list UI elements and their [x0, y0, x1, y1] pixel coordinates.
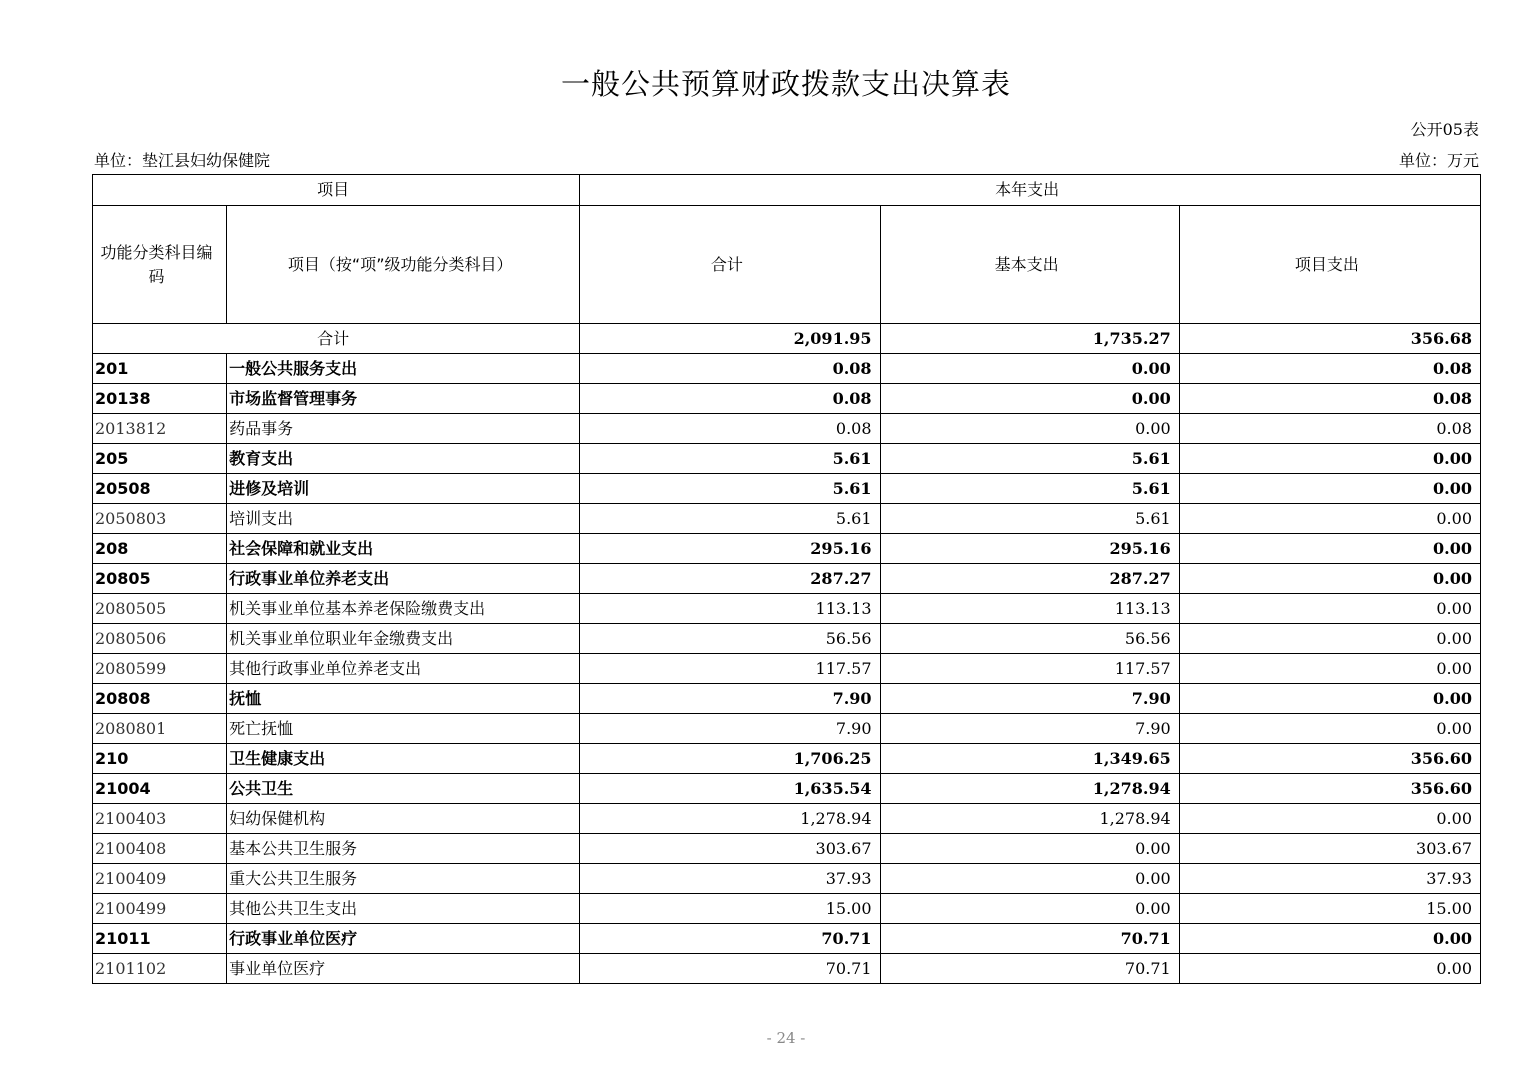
row-name: 事业单位医疗 — [227, 954, 580, 984]
table-row — [93, 654, 1481, 684]
table-row — [93, 594, 1481, 624]
row-total: 5.61 — [580, 444, 880, 474]
header-name: 项目（按“项”级功能分类科目） — [227, 206, 580, 324]
row-total: 5.61 — [580, 474, 880, 504]
row-project: 303.67 — [1179, 834, 1480, 864]
table-row — [93, 714, 1481, 744]
row-basic: 1,278.94 — [880, 804, 1179, 834]
row-total: 7.90 — [580, 714, 880, 744]
row-project: 0.08 — [1179, 354, 1480, 384]
row-project: 0.00 — [1179, 474, 1480, 504]
row-basic: 70.71 — [880, 924, 1179, 954]
organization-unit: 单位：垫江县妇幼保健院 — [94, 151, 271, 170]
total-project: 356.68 — [1179, 324, 1480, 354]
table-row — [93, 894, 1481, 924]
header-row-1 — [93, 175, 1481, 206]
row-code: 2080801 — [93, 714, 227, 744]
row-name: 市场监督管理事务 — [227, 384, 580, 414]
row-project: 0.00 — [1179, 804, 1480, 834]
row-basic: 0.00 — [880, 894, 1179, 924]
table-row — [93, 414, 1481, 444]
row-total: 0.08 — [580, 384, 880, 414]
header-row-2 — [93, 206, 1481, 324]
row-total: 1,635.54 — [580, 774, 880, 804]
row-basic: 113.13 — [880, 594, 1179, 624]
row-code: 20808 — [93, 684, 227, 714]
table-row — [93, 474, 1481, 504]
row-code: 2100408 — [93, 834, 227, 864]
row-basic: 0.00 — [880, 834, 1179, 864]
row-project: 0.00 — [1179, 564, 1480, 594]
row-code: 20138 — [93, 384, 227, 414]
row-name: 进修及培训 — [227, 474, 580, 504]
row-name: 公共卫生 — [227, 774, 580, 804]
row-basic: 7.90 — [880, 714, 1179, 744]
row-project: 0.00 — [1179, 504, 1480, 534]
table-row — [93, 504, 1481, 534]
row-code: 210 — [93, 744, 227, 774]
row-project: 0.00 — [1179, 684, 1480, 714]
table-row — [93, 924, 1481, 954]
header-item: 项目 — [93, 175, 580, 206]
row-total: 37.93 — [580, 864, 880, 894]
row-project: 0.00 — [1179, 924, 1480, 954]
row-name: 其他公共卫生支出 — [227, 894, 580, 924]
row-basic: 117.57 — [880, 654, 1179, 684]
row-code: 2101102 — [93, 954, 227, 984]
row-code: 2080599 — [93, 654, 227, 684]
row-name: 抚恤 — [227, 684, 580, 714]
row-code: 2080505 — [93, 594, 227, 624]
row-code: 20805 — [93, 564, 227, 594]
row-basic: 56.56 — [880, 624, 1179, 654]
row-total: 5.61 — [580, 504, 880, 534]
row-name: 重大公共卫生服务 — [227, 864, 580, 894]
row-name: 培训支出 — [227, 504, 580, 534]
row-project: 0.08 — [1179, 414, 1480, 444]
table-row — [93, 954, 1481, 984]
total-sum: 2,091.95 — [580, 324, 880, 354]
row-name: 死亡抚恤 — [227, 714, 580, 744]
row-project: 0.00 — [1179, 594, 1480, 624]
row-name: 卫生健康支出 — [227, 744, 580, 774]
row-name: 行政事业单位养老支出 — [227, 564, 580, 594]
row-total: 1,706.25 — [580, 744, 880, 774]
row-name: 妇幼保健机构 — [227, 804, 580, 834]
form-number: 公开05表 — [1410, 120, 1479, 139]
table-row — [93, 804, 1481, 834]
row-basic: 1,349.65 — [880, 744, 1179, 774]
table-row — [93, 864, 1481, 894]
row-total: 117.57 — [580, 654, 880, 684]
row-basic: 287.27 — [880, 564, 1179, 594]
row-name: 社会保障和就业支出 — [227, 534, 580, 564]
row-name: 其他行政事业单位养老支出 — [227, 654, 580, 684]
row-name: 机关事业单位基本养老保险缴费支出 — [227, 594, 580, 624]
row-basic: 0.00 — [880, 384, 1179, 414]
table-row — [93, 774, 1481, 804]
row-basic: 5.61 — [880, 474, 1179, 504]
row-basic: 5.61 — [880, 444, 1179, 474]
row-code: 21011 — [93, 924, 227, 954]
row-code: 2100403 — [93, 804, 227, 834]
row-project: 0.00 — [1179, 624, 1480, 654]
row-code: 2100499 — [93, 894, 227, 924]
table-row — [93, 684, 1481, 714]
header-total: 合计 — [580, 206, 880, 324]
row-basic: 0.00 — [880, 354, 1179, 384]
row-basic: 5.61 — [880, 504, 1179, 534]
row-project: 0.00 — [1179, 444, 1480, 474]
table-row — [93, 354, 1481, 384]
row-project: 0.08 — [1179, 384, 1480, 414]
table-row — [93, 834, 1481, 864]
row-project: 0.00 — [1179, 954, 1480, 984]
total-label: 合计 — [93, 324, 580, 354]
row-total: 15.00 — [580, 894, 880, 924]
row-project: 37.93 — [1179, 864, 1480, 894]
table-row — [93, 384, 1481, 414]
row-basic: 0.00 — [880, 414, 1179, 444]
row-project: 0.00 — [1179, 654, 1480, 684]
total-row — [93, 324, 1481, 354]
total-basic: 1,735.27 — [880, 324, 1179, 354]
table-row — [93, 444, 1481, 474]
row-total: 70.71 — [580, 924, 880, 954]
row-total: 1,278.94 — [580, 804, 880, 834]
page-title: 一般公共预算财政拨款支出决算表 — [560, 67, 1011, 101]
row-basic: 0.00 — [880, 864, 1179, 894]
row-total: 7.90 — [580, 684, 880, 714]
table-row — [93, 624, 1481, 654]
row-basic: 295.16 — [880, 534, 1179, 564]
row-code: 201 — [93, 354, 227, 384]
row-code: 21004 — [93, 774, 227, 804]
row-total: 295.16 — [580, 534, 880, 564]
row-total: 0.08 — [580, 354, 880, 384]
row-name: 教育支出 — [227, 444, 580, 474]
row-basic: 1,278.94 — [880, 774, 1179, 804]
row-project: 15.00 — [1179, 894, 1480, 924]
row-name: 机关事业单位职业年金缴费支出 — [227, 624, 580, 654]
row-code: 2080506 — [93, 624, 227, 654]
row-name: 基本公共卫生服务 — [227, 834, 580, 864]
row-code: 20508 — [93, 474, 227, 504]
row-code: 208 — [93, 534, 227, 564]
row-code: 2050803 — [93, 504, 227, 534]
row-project: 356.60 — [1179, 774, 1480, 804]
row-total: 303.67 — [580, 834, 880, 864]
row-code: 2100409 — [93, 864, 227, 894]
row-name: 一般公共服务支出 — [227, 354, 580, 384]
row-basic: 7.90 — [880, 684, 1179, 714]
row-code: 205 — [93, 444, 227, 474]
row-project: 356.60 — [1179, 744, 1480, 774]
row-project: 0.00 — [1179, 534, 1480, 564]
header-basic: 基本支出 — [880, 206, 1179, 324]
row-basic: 70.71 — [880, 954, 1179, 984]
row-total: 113.13 — [580, 594, 880, 624]
header-project: 项目支出 — [1179, 206, 1480, 324]
expenditure-table — [92, 174, 1481, 984]
header-this-year: 本年支出 — [580, 175, 1481, 206]
table-row — [93, 534, 1481, 564]
row-total: 0.08 — [580, 414, 880, 444]
row-total: 287.27 — [580, 564, 880, 594]
currency-unit: 单位：万元 — [1398, 151, 1479, 170]
table-row — [93, 564, 1481, 594]
row-code: 2013812 — [93, 414, 227, 444]
page-number: - 24 - — [766, 1029, 806, 1047]
row-name: 药品事务 — [227, 414, 580, 444]
row-name: 行政事业单位医疗 — [227, 924, 580, 954]
header-code: 功能分类科目编码 — [93, 206, 227, 324]
row-total: 56.56 — [580, 624, 880, 654]
row-project: 0.00 — [1179, 714, 1480, 744]
row-total: 70.71 — [580, 954, 880, 984]
table-row — [93, 744, 1481, 774]
